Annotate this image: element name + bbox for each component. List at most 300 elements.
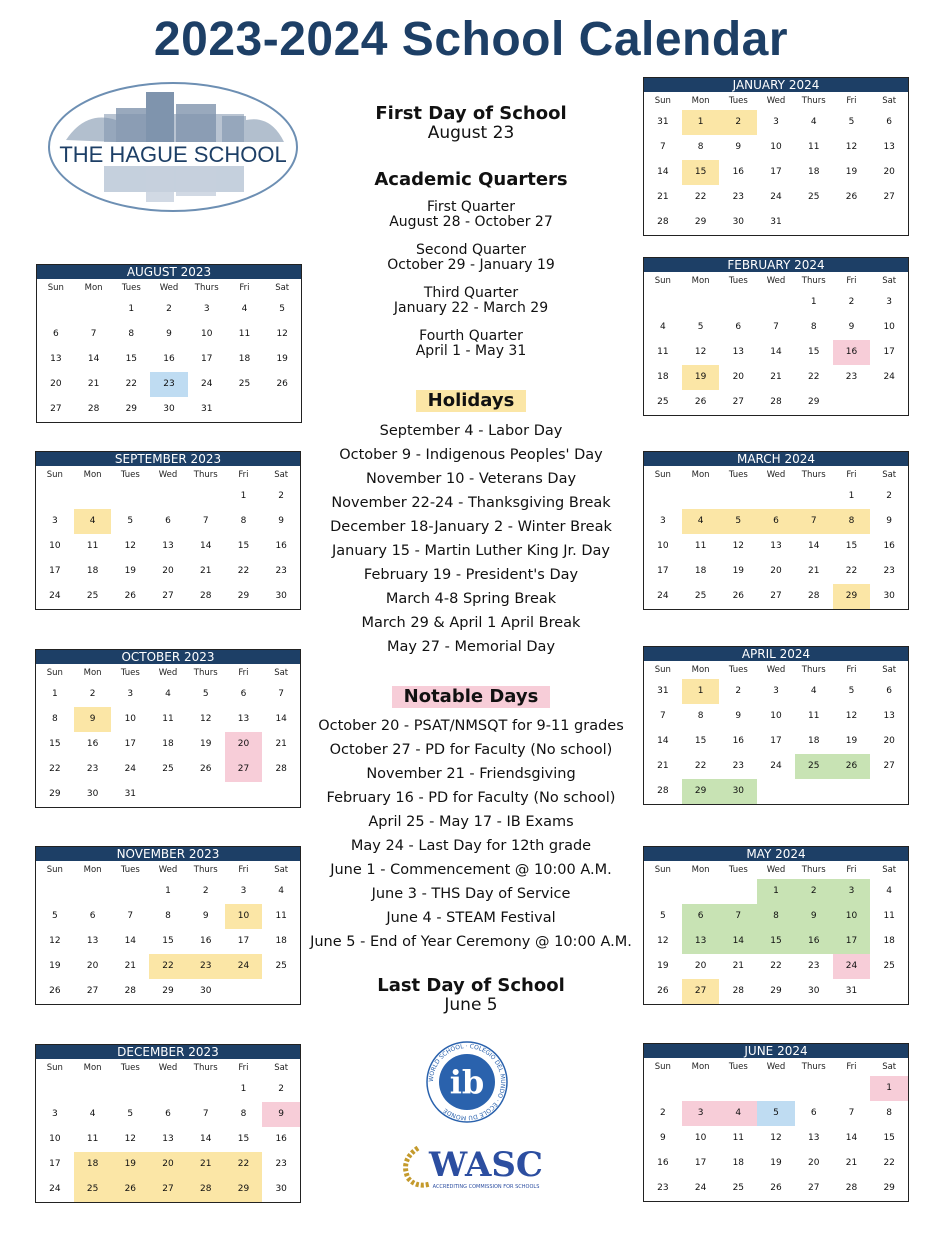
month-title: DECEMBER 2023	[36, 1045, 300, 1059]
quarter-item: First Quarter August 28 - October 27	[389, 199, 553, 230]
day-cell: 29	[225, 1177, 263, 1202]
weekday-label: Sat	[882, 1062, 897, 1072]
weekday-label: Sun	[654, 1062, 671, 1072]
week-row	[644, 160, 908, 185]
day-cell: 2	[886, 491, 893, 501]
day-cell: 22	[149, 954, 187, 979]
day-cell: 6	[52, 329, 59, 339]
day-cell: 3	[51, 1109, 58, 1119]
weekday-label: Sat	[275, 283, 290, 293]
weekday-label: Tues	[120, 1063, 140, 1073]
day-cell: 11	[808, 142, 820, 152]
notable-item: February 16 - PD for Faculty (No school)	[326, 790, 616, 806]
day-cell: 27	[883, 761, 895, 771]
day-cell: 4	[241, 304, 248, 314]
day-cell: 2	[719, 110, 757, 135]
day-cell: 25	[795, 754, 833, 779]
day-cell: 24	[49, 591, 61, 601]
day-cell: 25	[86, 591, 99, 601]
holiday-item: September 4 - Labor Day	[379, 423, 563, 439]
day-cell: 19	[770, 1158, 782, 1168]
notable-item: June 1 - Commencement @ 10:00 A.M.	[330, 862, 612, 878]
day-cell: 27	[162, 591, 174, 601]
day-cell: 19	[111, 1152, 149, 1177]
day-cell: 11	[162, 714, 174, 724]
weekday-label: Mon	[691, 96, 710, 106]
day-cell: 18	[657, 372, 669, 382]
day-cell	[757, 484, 795, 509]
day-cell: 5	[127, 516, 134, 526]
day-cell: 18	[732, 1158, 745, 1168]
day-cell: 27	[770, 591, 782, 601]
day-cell: 1	[682, 110, 720, 135]
day-cell: 8	[810, 322, 817, 332]
day-cell: 20	[770, 566, 782, 576]
day-cell	[149, 1077, 187, 1102]
day-cell: 5	[719, 509, 757, 534]
day-cell: 29	[883, 1183, 895, 1193]
weekday-label: Sun	[654, 865, 671, 875]
weekday-label: Sat	[882, 276, 897, 286]
day-cell: 23	[845, 372, 858, 382]
day-cell: 12	[276, 329, 288, 339]
day-cell: 14	[770, 347, 782, 357]
last-day-date: June 5	[444, 995, 498, 1015]
day-cell: 3	[240, 886, 247, 896]
day-cell: 15	[883, 1133, 895, 1143]
weekday-label: Tues	[728, 470, 748, 480]
ib-logo	[420, 1040, 514, 1124]
week-row	[644, 210, 908, 235]
month-calendar	[35, 846, 301, 1005]
day-cell	[870, 390, 908, 415]
day-cell: 27	[149, 1177, 187, 1202]
week-row	[36, 1177, 300, 1202]
day-cell: 28	[657, 786, 669, 796]
day-cell: 26	[732, 591, 745, 601]
day-cell: 9	[886, 516, 893, 526]
day-cell	[225, 782, 263, 807]
day-cell: 9	[848, 322, 855, 332]
day-cell	[644, 484, 682, 509]
day-cell: 28	[124, 986, 137, 996]
day-cell	[833, 210, 871, 235]
day-cell: 3	[773, 686, 779, 696]
day-cell: 6	[757, 509, 795, 534]
holiday-item: October 9 - Indigenous Peoples' Day	[339, 447, 603, 463]
day-cell: 26	[770, 1183, 782, 1193]
day-cell	[263, 397, 301, 422]
day-cell: 26	[845, 192, 858, 202]
day-cell: 22	[49, 764, 61, 774]
day-cell: 16	[163, 354, 175, 364]
week-row	[36, 757, 300, 782]
month-title: NOVEMBER 2023	[36, 847, 300, 861]
day-cell: 15	[125, 354, 138, 364]
day-cell: 12	[845, 711, 858, 721]
weekday-label: Mon	[691, 665, 710, 675]
day-cell: 22	[808, 372, 820, 382]
day-cell: 29	[682, 779, 720, 804]
day-cell: 23	[275, 566, 287, 576]
day-cell: 13	[237, 714, 250, 724]
week-row	[644, 559, 908, 584]
day-cell: 1	[848, 491, 855, 501]
week-row	[36, 559, 300, 584]
day-cell: 15	[162, 936, 174, 946]
day-cell: 6	[682, 904, 720, 929]
day-cell: 1	[165, 886, 171, 896]
holiday-item: December 18-January 2 - Winter Break	[330, 519, 612, 535]
weekday-label: Sun	[654, 276, 671, 286]
day-cell	[719, 290, 757, 315]
month-calendar	[643, 1043, 909, 1202]
day-cell: 2	[735, 686, 742, 696]
day-cell	[36, 1077, 74, 1102]
day-cell: 3	[127, 689, 134, 699]
day-cell: 6	[886, 686, 893, 696]
day-cell	[757, 779, 795, 804]
weekday-label: Tues	[728, 276, 748, 286]
day-cell: 30	[275, 591, 287, 601]
day-cell: 25	[162, 764, 174, 774]
day-cell: 14	[275, 714, 287, 724]
day-cell: 1	[128, 304, 135, 314]
day-cell: 11	[657, 347, 669, 357]
day-cell: 7	[719, 904, 757, 929]
day-cell: 2	[659, 1108, 666, 1118]
month-title: AUGUST 2023	[37, 265, 301, 279]
week-row	[644, 534, 908, 559]
day-cell: 19	[732, 566, 745, 576]
weekday-label: Sat	[274, 865, 289, 875]
week-row	[36, 1127, 300, 1152]
week-row	[644, 754, 908, 779]
day-cell	[75, 297, 113, 322]
day-cell: 2	[89, 689, 96, 699]
week-row	[644, 929, 908, 954]
day-cell: 18	[808, 736, 820, 746]
first-day-section	[305, 103, 637, 142]
weekday-label: Sun	[46, 865, 63, 875]
day-cell: 10	[49, 541, 61, 551]
holiday-item: March 4-8 Spring Break	[385, 591, 557, 607]
day-cell: 4	[165, 689, 171, 699]
day-cell	[757, 290, 795, 315]
day-cell: 18	[74, 1152, 112, 1177]
day-cell: 26	[833, 754, 871, 779]
day-cell: 31	[770, 217, 782, 227]
month-calendar	[643, 846, 909, 1005]
day-cell: 28	[187, 1177, 225, 1202]
day-cell: 17	[657, 566, 669, 576]
day-cell: 11	[732, 1133, 745, 1143]
quarter-item: Third Quarter January 22 - March 29	[393, 285, 549, 316]
week-row	[36, 534, 300, 559]
month-calendar	[36, 264, 302, 423]
day-cell: 11	[275, 911, 287, 921]
day-cell: 16	[833, 340, 871, 365]
holiday-item: January 15 - Martin Luther King Jr. Day	[331, 543, 611, 559]
day-cell: 27	[682, 979, 720, 1004]
day-cell: 28	[732, 986, 745, 996]
day-cell: 7	[773, 322, 779, 332]
day-cell: 29	[808, 397, 820, 407]
day-cell: 27	[883, 192, 895, 202]
day-cell: 25	[74, 1177, 112, 1202]
day-cell: 16	[275, 541, 287, 551]
week-row	[644, 185, 908, 210]
day-cell	[262, 979, 300, 1004]
day-cell: 21	[657, 192, 669, 202]
day-cell: 16	[86, 739, 99, 749]
day-cell	[870, 979, 908, 1004]
day-cell: 21	[770, 372, 782, 382]
day-cell: 26	[694, 397, 707, 407]
svg-text:ACCREDITING COMMISSION FOR SCH: ACCREDITING COMMISSION FOR SCHOOLS	[432, 1184, 540, 1190]
day-cell: 4	[719, 1101, 757, 1126]
week-row	[644, 729, 908, 754]
day-cell: 23	[187, 954, 225, 979]
weekday-label: Thurs	[193, 1063, 218, 1073]
day-cell: 19	[682, 365, 720, 390]
weekday-label: Fri	[846, 665, 857, 675]
weekday-label: Mon	[83, 1063, 102, 1073]
week-row	[644, 584, 908, 609]
weekday-label: Fri	[846, 1062, 857, 1072]
day-cell: 11	[808, 711, 820, 721]
month-calendar	[643, 646, 909, 805]
day-cell: 13	[883, 142, 895, 152]
month-title: MARCH 2024	[644, 452, 908, 466]
day-cell: 11	[883, 911, 895, 921]
day-cell: 10	[225, 904, 263, 929]
day-cell: 14	[845, 1133, 858, 1143]
month-title: APRIL 2024	[644, 647, 908, 661]
weekday-label: Thurs	[193, 470, 218, 480]
day-cell: 8	[757, 904, 795, 929]
day-cell	[795, 210, 833, 235]
week-row	[644, 704, 908, 729]
day-cell: 17	[883, 347, 895, 357]
day-cell: 15	[694, 736, 707, 746]
day-cell: 13	[162, 1134, 174, 1144]
day-cell: 30	[86, 789, 99, 799]
day-cell: 29	[237, 591, 250, 601]
day-cell	[262, 782, 300, 807]
day-cell: 6	[810, 1108, 817, 1118]
weekday-header	[644, 861, 908, 879]
day-cell: 27	[86, 986, 99, 996]
weekday-label: Sun	[654, 96, 671, 106]
week-row	[36, 707, 300, 732]
month-calendar	[35, 1044, 301, 1203]
day-cell: 12	[49, 936, 61, 946]
day-cell: 20	[86, 961, 99, 971]
wasc-logo	[396, 1140, 542, 1192]
day-cell: 17	[201, 354, 213, 364]
day-cell: 10	[770, 142, 782, 152]
weekday-label: Mon	[83, 470, 102, 480]
day-cell: 15	[808, 347, 820, 357]
weekday-label: Sat	[882, 665, 897, 675]
day-cell: 6	[165, 516, 171, 526]
day-cell: 17	[49, 566, 61, 576]
day-cell: 11	[86, 1134, 99, 1144]
week-row	[37, 347, 301, 372]
day-cell: 12	[657, 936, 669, 946]
day-cell: 19	[845, 736, 858, 746]
day-cell: 5	[848, 686, 855, 696]
day-cell	[111, 484, 149, 509]
week-row	[37, 322, 301, 347]
day-cell: 22	[694, 761, 707, 771]
day-cell: 13	[808, 1133, 820, 1143]
day-cell: 9	[262, 1102, 300, 1127]
day-cell: 10	[883, 322, 895, 332]
day-cell: 1	[870, 1076, 908, 1101]
day-cell: 24	[770, 761, 782, 771]
day-cell	[74, 1077, 112, 1102]
week-row	[644, 390, 908, 415]
day-cell: 4	[278, 886, 285, 896]
week-row	[644, 1101, 908, 1126]
weekday-label: Mon	[691, 470, 710, 480]
day-cell: 21	[275, 739, 287, 749]
day-cell: 8	[240, 516, 247, 526]
week-row	[36, 879, 300, 904]
week-row	[37, 297, 301, 322]
day-cell	[36, 879, 74, 904]
weekday-header	[644, 92, 908, 110]
week-row	[644, 904, 908, 929]
day-cell: 13	[162, 541, 174, 551]
day-cell: 30	[200, 986, 212, 996]
day-cell: 8	[697, 711, 704, 721]
day-cell: 28	[657, 217, 669, 227]
day-cell: 16	[657, 1158, 669, 1168]
day-cell: 24	[883, 372, 895, 382]
day-cell: 13	[86, 936, 99, 946]
day-cell: 27	[225, 757, 263, 782]
day-cell	[187, 1077, 225, 1102]
day-cell: 14	[657, 167, 669, 177]
weekday-label: Wed	[158, 865, 178, 875]
day-cell: 16	[883, 541, 895, 551]
day-cell	[226, 397, 264, 422]
day-cell: 29	[162, 986, 174, 996]
day-cell: 29	[770, 986, 782, 996]
day-cell: 15	[237, 541, 250, 551]
day-cell: 4	[810, 686, 817, 696]
day-cell: 3	[833, 879, 871, 904]
day-cell: 14	[808, 541, 820, 551]
day-cell: 12	[694, 347, 707, 357]
week-row	[644, 679, 908, 704]
weekday-label: Sat	[882, 470, 897, 480]
week-row	[36, 782, 300, 807]
day-cell: 18	[275, 936, 287, 946]
day-cell: 22	[125, 379, 138, 389]
day-cell: 15	[757, 929, 795, 954]
weekday-label: Fri	[846, 276, 857, 286]
holidays-title: Holidays	[416, 390, 527, 412]
day-cell: 9	[202, 911, 209, 921]
day-cell: 17	[49, 1159, 61, 1169]
day-cell	[644, 879, 682, 904]
day-cell: 15	[237, 1134, 250, 1144]
svg-text:WASC: WASC	[428, 1145, 542, 1185]
month-calendar	[643, 451, 909, 610]
weekday-label: Sun	[47, 283, 64, 293]
holiday-item: February 19 - President's Day	[363, 567, 579, 583]
weekday-header	[36, 1059, 300, 1077]
weekday-header	[644, 272, 908, 290]
day-cell: 6	[89, 911, 96, 921]
notable-item: June 3 - THS Day of Service	[371, 886, 571, 902]
weekday-label: Wed	[766, 96, 786, 106]
notable-item: May 24 - Last Day for 12th grade	[350, 838, 592, 854]
day-cell: 24	[49, 1184, 61, 1194]
weekday-header	[36, 466, 300, 484]
weekday-label: Wed	[766, 276, 786, 286]
day-cell: 8	[128, 329, 135, 339]
notable-section	[305, 686, 637, 954]
day-cell: 8	[833, 509, 871, 534]
day-cell: 8	[240, 1109, 247, 1119]
notable-item: November 21 - Friendsgiving	[366, 766, 576, 782]
day-cell: 11	[694, 541, 707, 551]
week-row	[36, 954, 300, 979]
quarter-item: Second Quarter October 29 - January 19	[387, 242, 555, 273]
day-cell: 21	[187, 1152, 225, 1177]
weekday-label: Tues	[728, 665, 748, 675]
day-cell	[719, 1076, 757, 1101]
weekday-label: Tues	[120, 668, 140, 678]
svg-text:THE HAGUE SCHOOL: THE HAGUE SCHOOL	[59, 142, 287, 167]
weekday-label: Tues	[121, 283, 141, 293]
weekday-label: Sun	[654, 665, 671, 675]
day-cell: 26	[657, 986, 669, 996]
day-cell: 28	[87, 404, 100, 414]
day-cell: 28	[275, 764, 287, 774]
weekday-label: Fri	[846, 96, 857, 106]
day-cell: 10	[833, 904, 871, 929]
weekday-label: Wed	[766, 665, 786, 675]
day-cell: 9	[166, 329, 172, 339]
weekday-label: Thurs	[801, 665, 826, 675]
weekday-label: Tues	[728, 865, 748, 875]
day-cell: 30	[808, 986, 820, 996]
day-cell: 5	[659, 911, 666, 921]
day-cell: 24	[694, 1183, 707, 1193]
svg-text:ib: ib	[449, 1063, 485, 1101]
weekday-label: Fri	[846, 865, 857, 875]
week-row	[644, 779, 908, 804]
day-cell: 24	[201, 379, 213, 389]
day-cell: 23	[150, 372, 188, 397]
notable-title: Notable Days	[392, 686, 551, 708]
week-row	[37, 372, 301, 397]
day-cell: 17	[237, 936, 250, 946]
day-cell: 7	[795, 509, 833, 534]
day-cell: 3	[659, 516, 666, 526]
day-cell: 13	[770, 541, 782, 551]
weekday-header	[644, 661, 908, 679]
day-cell: 1	[810, 297, 817, 307]
day-cell	[37, 297, 75, 322]
day-cell: 2	[795, 879, 833, 904]
